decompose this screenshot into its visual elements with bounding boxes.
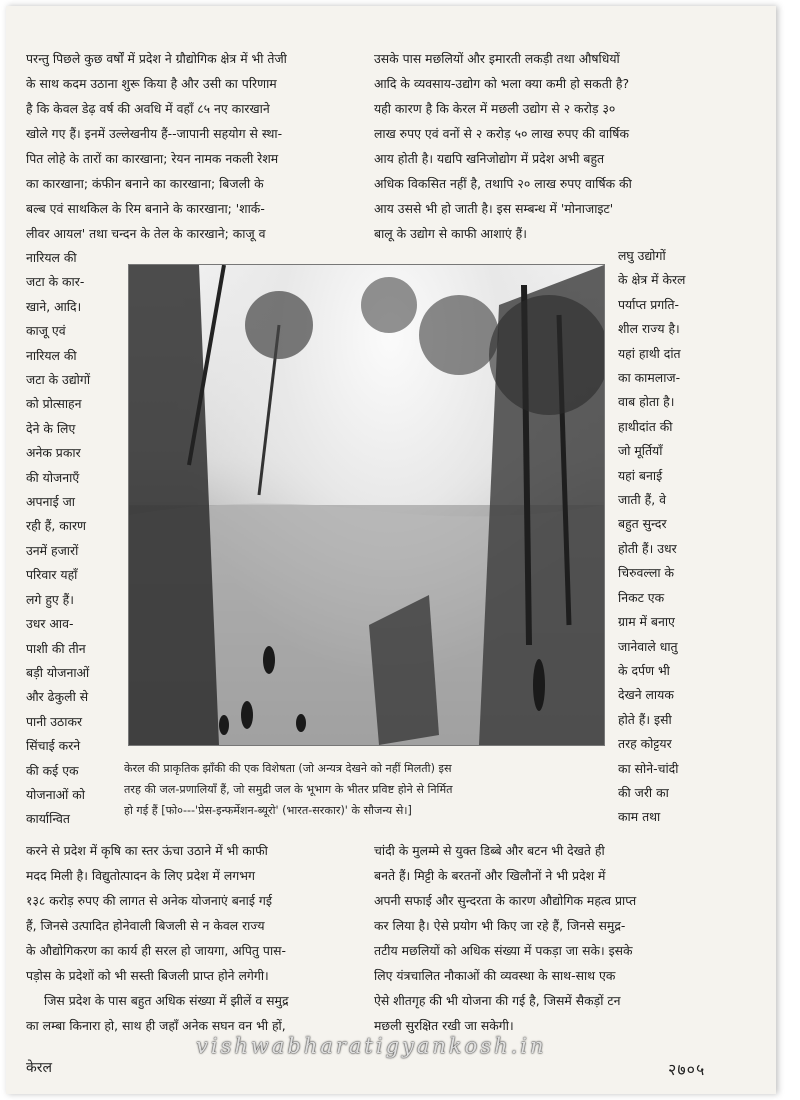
text-line: मछली सुरक्षित रखी जा सकेगी। xyxy=(374,1018,514,1033)
page xyxy=(6,6,776,1094)
text-line: जानेवाले धातु xyxy=(618,638,678,654)
text-line: लीवर आयल' तथा चन्दन के तेल के कारखाने; काजू व xyxy=(26,226,266,241)
text-line: यहां बनाई xyxy=(618,467,663,483)
left-bottom-column xyxy=(26,838,366,1038)
text-line: खोले गए हैं। इनमें उल्लेखनीय हैं--जापानी सहयोग से स्था- xyxy=(26,126,283,141)
right-top-column xyxy=(374,46,724,246)
text-line: जटा के कार- xyxy=(26,274,85,290)
text-line: बल्ब एवं साथकिल के रिम बनाने के कारखाना; 'शार्क- xyxy=(26,201,265,216)
caption-line: हो गई हैं [फो०---'प्रेस-इन्फर्मेशन-ब्यूरो' (भारत-सरकार)' के सौजन्य से।] xyxy=(124,804,412,817)
text-line: उनमें हजारों xyxy=(26,542,79,558)
text-line: का सोने-चांदी xyxy=(618,760,679,776)
text-line: यही कारण है कि केरल में मछली उद्योग से २ करोड़ ३० xyxy=(374,101,616,116)
text-line: नारियल की xyxy=(26,347,77,363)
text-line: उसके पास मछलियों और इमारती लकड़ी तथा औषधियों xyxy=(374,51,620,66)
text-line: तरह कोट्टयर xyxy=(618,736,672,752)
photo-caption xyxy=(124,758,594,821)
right-bottom-column xyxy=(374,838,714,1038)
text-line: योजनाओं को xyxy=(26,786,86,802)
text-line: देखने लायक xyxy=(618,687,674,703)
text-line: मदद मिली है। विद्युतोत्पादन के लिए प्रदेश में लगभग xyxy=(26,868,255,883)
narrow-left-column xyxy=(26,246,112,832)
text-line: लाख रुपए एवं वनों से २ करोड़ ५० लाख रुपए की वार्षिक xyxy=(374,126,629,141)
text-line: की योजनाएँ xyxy=(26,469,80,485)
text-line: बनते हैं। मिट्टी के बरतनों और खिलौनों ने भी प्रदेश में xyxy=(374,868,606,883)
text-line: रही हैं, कारण xyxy=(26,518,87,534)
text-line: जाती हैं, वे xyxy=(618,492,666,508)
text-line: चांदी के मुलम्मे से युक्त डिब्बे और बटन भी देखते ही xyxy=(374,843,605,858)
text-line: का कारखाना; कंफीन बनाने का कारखाना; बिजली के xyxy=(26,176,264,191)
text-line: काजू एवं xyxy=(26,323,66,339)
text-line: आय उससे भी हो जाती है। इस सम्बन्ध में 'मोनाजाइट' xyxy=(374,201,614,216)
text-line: पाशी की तीन xyxy=(26,640,86,656)
text-line: शील राज्य है। xyxy=(618,321,680,337)
text-line: परन्तु पिछले कुछ वर्षों में प्रदेश ने ग्रौद्योगिक क्षेत्र में भी तेजी xyxy=(26,51,287,66)
text-line: के साथ कदम उठाना शुरू किया है और उसी का परिणाम xyxy=(26,76,277,91)
text-line: आदि के व्यवसाय-उद्योग को भला क्या कमी हो सकती है? xyxy=(374,76,630,91)
text-line: नारियल की xyxy=(26,250,77,265)
text-line: हैं, जिनसे उत्पादित होनेवाली बिजली से न केवल राज्य xyxy=(26,918,265,933)
text-line: ऐसे शीतगृह की भी योजना की गई है, जिसमें सैकड़ों टन xyxy=(374,993,621,1008)
text-line: परिवार यहाँ xyxy=(26,567,78,583)
left-top-column xyxy=(26,46,359,246)
text-line: यहां हाथी दांत xyxy=(618,345,681,361)
text-line: बड़ी योजनाओं xyxy=(26,664,90,680)
text-line: का लम्बा किनारा हो, साथ ही जहाँ अनेक सघन वन भी हों, xyxy=(26,1018,286,1033)
text-line: जिस प्रदेश के पास बहुत अधिक संख्या में झीलें व समुद्र xyxy=(44,993,289,1008)
text-line: हाथीदांत की xyxy=(618,418,673,434)
text-line: सिंचाई करने xyxy=(26,738,81,754)
text-line: चिरुवल्ला के xyxy=(618,565,675,581)
text-line: अधिक विकसित नहीं है, तथापि २० लाख रुपए वार्षिक की xyxy=(374,176,632,191)
text-line: के औद्योगिकरण का कार्य ही सरल हो जायगा, अपितु पास- xyxy=(26,943,287,958)
text-line: लगे हुए हैं। xyxy=(26,591,74,607)
site-watermark: vishwabharatigyankosh.in xyxy=(196,1034,547,1058)
text-line: की कई एक xyxy=(26,762,79,778)
narrow-right-column xyxy=(618,244,710,830)
text-line: का कामलाज- xyxy=(618,370,681,386)
text-line: अपनाई जा xyxy=(26,494,76,510)
text-line: उधर आव- xyxy=(26,616,74,632)
text-line: १३८ करोड़ रुपए की लागत से अनेक योजनाएं बनाई गई xyxy=(26,893,272,908)
text-line: अनेक प्रकार xyxy=(26,445,81,461)
text-line: कार्यान्वित xyxy=(26,811,70,827)
text-line: अपनी सफाई और सुन्दरता के कारण औद्योगिक महत्व प्राप्त xyxy=(374,893,637,908)
text-line: खाने, आदि। xyxy=(26,298,82,314)
page-number: २७०५ xyxy=(668,1060,706,1079)
text-line: वाब होता है। xyxy=(618,394,675,410)
footer-section-title: केरल xyxy=(26,1060,52,1076)
photo-illustration xyxy=(129,265,604,745)
text-line: होते हैं। इसी xyxy=(618,711,672,727)
text-line: को प्रोत्साहन xyxy=(26,396,82,412)
caption-line: केरल की प्राकृतिक झाँकी की एक विशेषता (जो अन्यत्र देखने को नहीं मिलती) इस xyxy=(124,762,452,775)
text-line: काम तथा xyxy=(618,809,661,825)
text-line: होती हैं। उधर xyxy=(618,540,677,556)
text-line: आय होती है। यद्यपि खनिजोद्योग में प्रदेश अभी बहुत xyxy=(374,151,605,166)
text-line: ग्राम में बनाए xyxy=(618,614,675,630)
text-line: लिए यंत्रचालित नौकाओं की व्यवस्था के साथ-साथ एक xyxy=(374,968,616,983)
backwater-photo xyxy=(128,264,605,746)
text-line: है कि केवल डेढ़ वर्ष की अवधि में वहाँ ८५ नए कारखाने xyxy=(26,101,270,116)
text-line: पानी उठाकर xyxy=(26,713,83,729)
text-line: बहुत सुन्दर xyxy=(618,516,667,532)
text-line: जो मूर्तियाँ xyxy=(618,443,663,459)
text-line: कर लिया है। ऐसे प्रयोग भी किए जा रहे हैं, जिनसे समुद्र- xyxy=(374,918,626,933)
text-line: पर्याप्त प्रगति- xyxy=(618,296,680,312)
text-line: लघु उद्योगों xyxy=(618,248,666,263)
text-line: निकट एक xyxy=(618,589,665,605)
text-line: करने से प्रदेश में कृषि का स्तर ऊंचा उठाने में भी काफी xyxy=(26,843,268,858)
text-line: के दर्पण भी xyxy=(618,662,670,678)
caption-line: तरह की जल-प्रणालियाँ हैं, जो समुद्री जल के भूभाग के भीतर प्रविष्ट होने से निर्मित xyxy=(124,783,453,796)
text-line: देने के लिए xyxy=(26,420,76,436)
text-line: पित लोहे के तारों का कारखाना; रेयन नामक नकली रेशम xyxy=(26,151,279,166)
text-line: बालू के उद्योग से काफी आशाएं हैं। xyxy=(374,226,527,241)
text-line: के क्षेत्र में केरल xyxy=(618,272,686,288)
text-line: तटीय मछलियों को अधिक संख्या में पकड़ा जा सके। इसके xyxy=(374,943,633,958)
text-line: और ढेकुली से xyxy=(26,689,89,705)
text-line: पड़ोस के प्रदेशों को भी सस्ती बिजली प्राप्त होने लगेगी। xyxy=(26,968,269,983)
text-line: जटा के उद्योगों xyxy=(26,372,91,388)
text-line: की जरी का xyxy=(618,784,669,800)
